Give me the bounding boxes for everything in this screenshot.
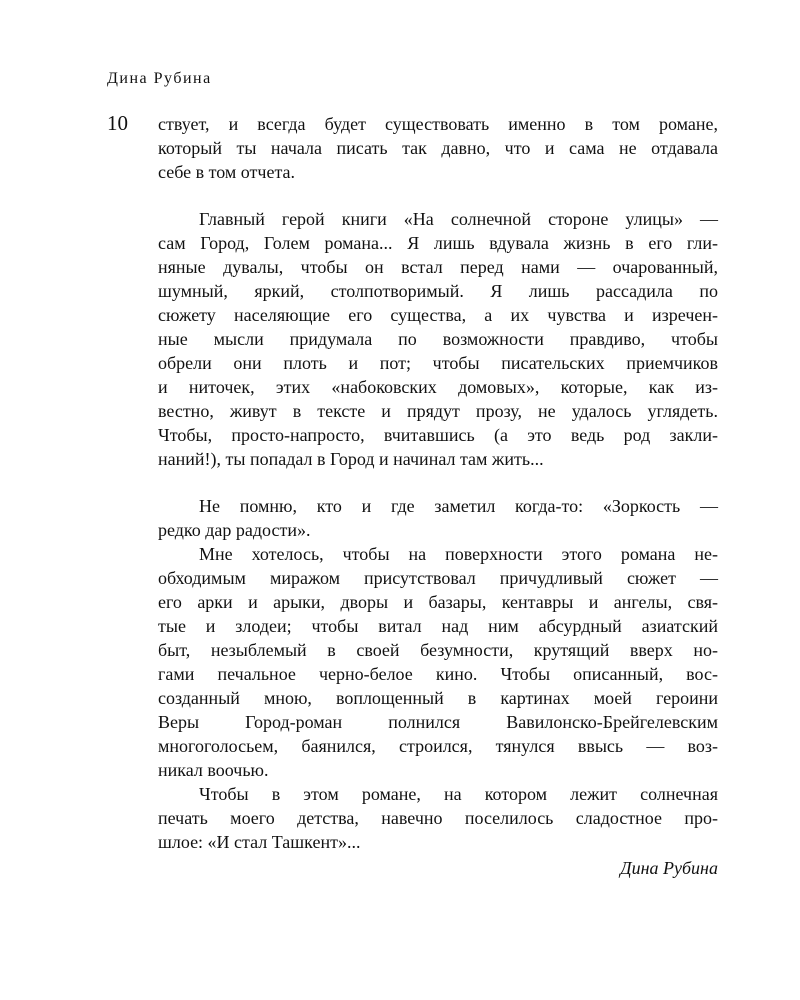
text-line: Чтобы, просто-напросто, вчитавшись (а это ведь род закли- <box>158 425 718 445</box>
text-line: ные мысли придумала по возможности правдиво, чтобы <box>158 329 718 349</box>
text-line: печать моего детства, навечно поселилось сладостное про- <box>158 808 718 828</box>
text-line: обрели они плоть и пот; чтобы писательских приемчиков <box>158 353 718 373</box>
page-number: 10 <box>107 111 128 135</box>
text-line: ствует, и всегда будет существовать именно в том романе, <box>158 114 718 134</box>
text-line: который ты начала писать так давно, что и сама не отдавала <box>158 138 718 158</box>
text-line: наний!), ты попадал в Город и начинал там жить... <box>158 449 544 469</box>
text-line: сюжету населяющие его существа, а их чувства и изречен- <box>158 305 718 325</box>
running-head: Дина Рубина <box>107 70 212 87</box>
paragraph-gap <box>158 471 718 494</box>
text-line: вестно, живут в тексте и прядут прозу, не удалось углядеть. <box>158 401 718 421</box>
text-line: Веры Город-роман полнился Вавилонско-Брейгелевским <box>158 712 718 732</box>
text-line: тые и злодеи; чтобы витал над ним абсурдный азиатский <box>158 616 718 636</box>
text-line: Мне хотелось, чтобы на поверхности этого романа не- <box>199 544 718 564</box>
text-line: Главный герой книги «На солнечной стороне улицы» — <box>199 209 718 229</box>
text-line: Не помню, кто и где заметил когда-то: «Зоркость — <box>199 496 718 516</box>
text-line: обходимым миражом присутствовал причудливый сюжет — <box>158 568 718 588</box>
text-line: и ниточек, этих «набоковских домовых», которые, как из- <box>158 377 718 397</box>
text-line: сам Город, Голем романа... Я лишь вдувала жизнь в его гли- <box>158 233 718 253</box>
author-signature: Дина Рубина <box>620 858 718 878</box>
text-line: созданный мною, воплощенный в картинах моей героини <box>158 688 718 708</box>
text-line: редко дар радости». <box>158 520 311 540</box>
paragraph-gap <box>158 184 718 207</box>
text-line: шлое: «И стал Ташкент»... <box>158 832 361 852</box>
text-line: Чтобы в этом романе, на котором лежит солнечная <box>199 784 718 804</box>
body-text <box>158 112 718 880</box>
text-line: быт, незыблемый в своей безумности, крутящий вверх но- <box>158 640 718 660</box>
text-line: никал воочью. <box>158 760 269 780</box>
text-line: гами печальное черно-белое кино. Чтобы описанный, вос- <box>158 664 718 684</box>
text-line: себе в том отчета. <box>158 162 296 182</box>
text-line: шумный, яркий, столпотворимый. Я лишь рассадила по <box>158 281 718 301</box>
text-line: многоголосьем, баянился, строился, тянулся ввысь — воз- <box>158 736 718 756</box>
text-line: няные дувалы, чтобы он встал перед нами — очарованный, <box>158 257 718 277</box>
text-line: его арки и арыки, дворы и базары, кентавры и ангелы, свя- <box>158 592 718 612</box>
